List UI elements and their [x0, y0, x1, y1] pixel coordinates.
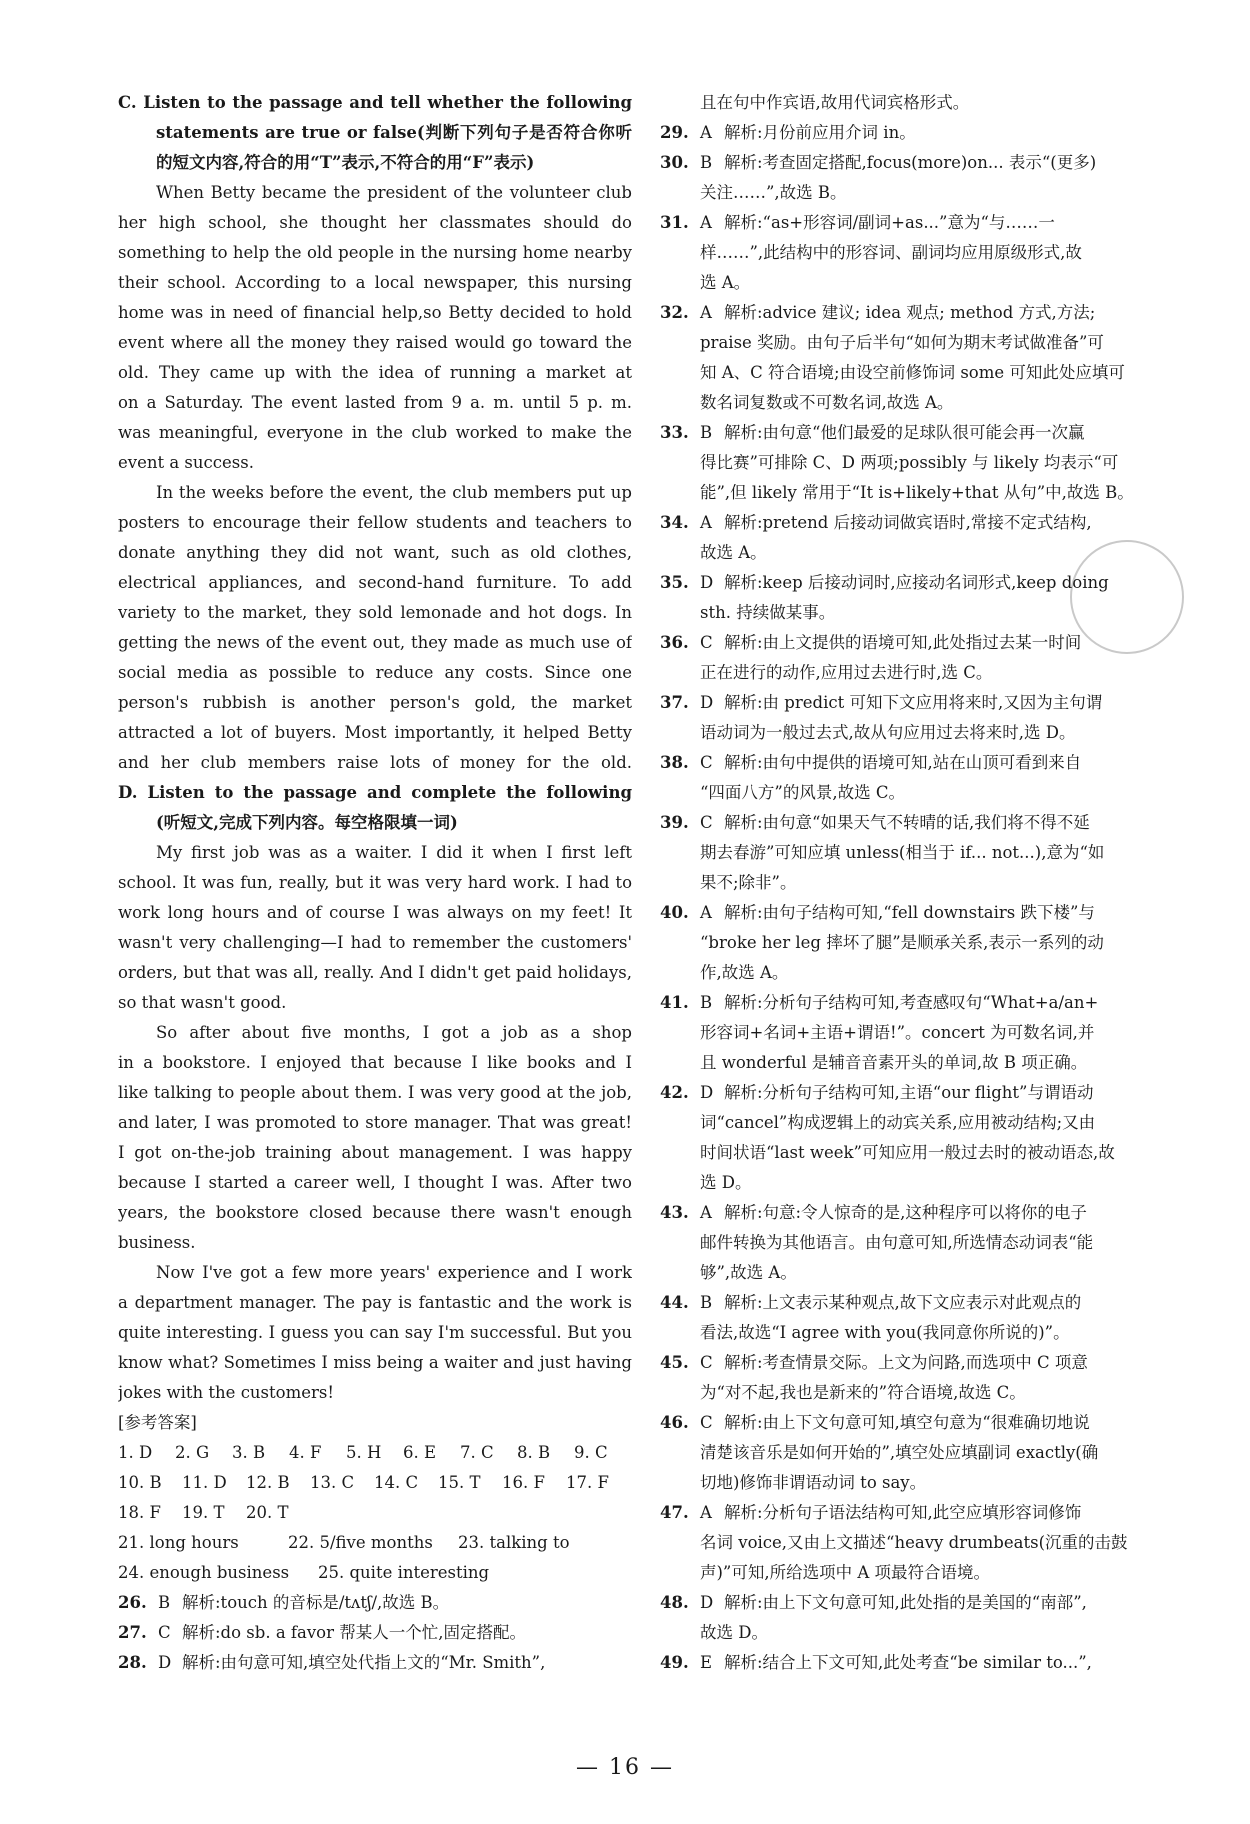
answer-key: 5. H [346, 1443, 382, 1462]
answer-letter: C [700, 1413, 713, 1432]
text-line: like talking to people about them. I was very good at the job, [118, 1083, 632, 1102]
answer-explanation [660, 1588, 1170, 1618]
text-line: quite interesting. I guess you can say I'm successful. But you [118, 1323, 632, 1342]
explanation-continued: 形容词+名词+主语+谓语!”。concert 为可数名词,并 [700, 1023, 1095, 1042]
text-line: getting the news of the event out, they made as much use of [118, 633, 632, 652]
explanation-text: 解析:结合上下文可知,此处考查“be similar to...”, [724, 1653, 1092, 1672]
explanation-continued: 果不;除非”。 [700, 873, 797, 892]
answer-explanation [660, 1408, 1170, 1438]
text-line: event a success. [118, 453, 254, 472]
text-line: so that wasn't good. [118, 993, 287, 1012]
answer-key: 8. B [517, 1443, 551, 1462]
answer-key: 12. B [246, 1473, 290, 1492]
question-number: 35. [660, 573, 689, 592]
text-line: business. [118, 1233, 196, 1252]
text-line: So after about five months, I got a job as a shop [156, 1023, 632, 1042]
question-number: 33. [660, 423, 689, 442]
answer-explanation [660, 208, 1170, 238]
text-line: Now I've got a few more years' experience and I work [156, 1263, 632, 1282]
explanation-text: 解析:由上下文句意可知,填空句意为“很难确切地说 [724, 1413, 1090, 1432]
text-line: because I started a career well, I thought I was. After two [118, 1173, 632, 1192]
text-line: and her club members raise lots of money for the old. [118, 753, 632, 772]
explanation-continued: 作,故选 A。 [700, 963, 789, 982]
explanation-text: 解析:分析句子语法结构可知,此空应填形容词修饰 [724, 1503, 1082, 1522]
answer-row [118, 1468, 632, 1498]
answer-letter: C [700, 753, 713, 772]
answer-letter: E [700, 1653, 713, 1672]
answer-row [118, 1498, 632, 1528]
explanation-continued: sth. 持续做某事。 [700, 603, 836, 622]
answer-letter: D [700, 1593, 714, 1612]
answer-key: 18. F [118, 1503, 161, 1522]
answer-key: 1. D [118, 1443, 153, 1462]
answer-key: 25. quite interesting [318, 1563, 490, 1582]
text-line: home was in need of financial help,so Betty decided to hold [118, 303, 632, 322]
explanation-text: 解析:由句中提供的语境可知,站在山顶可看到来自 [724, 753, 1082, 772]
question-number: 31. [660, 213, 689, 232]
explanation-text: 解析:考查固定搭配,focus(more)on... 表示“(更多) [724, 153, 1097, 172]
answer-letter: B [700, 993, 713, 1012]
question-number: 47. [660, 1503, 689, 1522]
explanation-continued: 邮件转换为其他语言。由句意可知,所选情态动词表“能 [700, 1233, 1094, 1252]
explanation-continued: 声)”可知,所给选项中 A 项最符合语境。 [700, 1563, 991, 1582]
text-line: something to help the old people in the nursing home nearby [118, 243, 632, 262]
answer-explanation [118, 1648, 632, 1678]
explanation-continued: praise 奖励。由句子后半句“如何为期末考试做准备”可 [700, 333, 1104, 352]
explanation-continued: 能”,但 likely 常用于“It is+likely+that 从句”中,故选 B。 [700, 483, 1134, 502]
answer-key: 19. T [182, 1503, 225, 1522]
explanation-continued: 故选 D。 [700, 1623, 768, 1642]
question-number: 26. [118, 1593, 147, 1612]
text-line: I got on-the-job training about management. I was happy [118, 1143, 632, 1162]
answer-explanation [660, 418, 1170, 448]
text-line: know what? Sometimes I miss being a waiter and just having [118, 1353, 632, 1372]
text-line: her high school, she thought her classmates should do [118, 213, 632, 232]
answer-letter: B [700, 423, 713, 442]
answer-row [118, 1528, 632, 1558]
answer-explanation [660, 898, 1170, 928]
explanation-text: 解析:由句意“他们最爱的足球队很可能会再一次赢 [724, 423, 1085, 442]
answer-explanation [660, 1498, 1170, 1528]
explanation-text: 解析:由句意可知,填空处代指上文的“Mr. Smith”, [182, 1653, 546, 1672]
answer-explanation [660, 1078, 1170, 1108]
answer-key: 22. 5/five months [288, 1533, 433, 1552]
explanation-text: 解析:考查情景交际。上文为问路,而选项中 C 项意 [724, 1353, 1088, 1372]
question-number: 42. [660, 1083, 689, 1102]
answer-letter: A [700, 1503, 712, 1522]
text-line: was meaningful, everyone in the club worked to make the [118, 423, 632, 442]
question-number: 36. [660, 633, 689, 652]
text-line: event where all the money they raised would go toward the [118, 333, 632, 352]
explanation-continued: 故选 A。 [700, 543, 767, 562]
explanation-continued: “四面八方”的风景,故选 C。 [700, 783, 905, 802]
answer-key: 13. C [310, 1473, 355, 1492]
text-line: (听短文,完成下列内容。每空格限填一词) [156, 813, 458, 832]
answer-key: 17. F [566, 1473, 609, 1492]
answer-explanation [660, 808, 1170, 838]
answer-key: 16. F [502, 1473, 545, 1492]
explanation-text: 解析:由 predict 可知下文应用将来时,又因为主句谓 [724, 693, 1103, 712]
text-line: and later, I was promoted to store manager. That was great! [118, 1113, 632, 1132]
question-number: 44. [660, 1293, 689, 1312]
text-line: years, the bookstore closed because there wasn't enough [118, 1203, 632, 1222]
explanation-continued: 数名词复数或不可数名词,故选 A。 [700, 393, 954, 412]
answer-key: 14. C [374, 1473, 419, 1492]
answer-explanation [660, 148, 1170, 178]
text-line: social media as possible to reduce any costs. Since one [118, 663, 632, 682]
explanation-continued: 为“对不起,我也是新来的”符合语境,故选 C。 [700, 1383, 1026, 1402]
explanation-continued: 语动词为一般过去式,故从句应用过去将来时,选 D。 [700, 723, 1076, 742]
text-line: My first job was as a waiter. I did it when I first left [156, 843, 632, 862]
explanation-text: 解析:do sb. a favor 帮某人一个忙,固定搭配。 [182, 1623, 526, 1642]
answer-letter: A [700, 513, 712, 532]
text-line: When Betty became the president of the volunteer club [156, 183, 632, 202]
answer-key: 3. B [232, 1443, 266, 1462]
answer-key: 24. enough business [118, 1563, 290, 1582]
answer-key: 9. C [574, 1443, 608, 1462]
right-column [660, 88, 1170, 1678]
answer-letter: A [700, 1203, 712, 1222]
text-line: in a bookstore. I enjoyed that because I like books and I [118, 1053, 632, 1072]
answer-key: 6. E [403, 1443, 437, 1462]
explanation-text: 解析:由句意“如果天气不转晴的话,我们将不得不延 [724, 813, 1090, 832]
explanation-continued: 知 A、C 符合语境;由设空前修饰词 some 可知此处应填可 [700, 363, 1125, 382]
answer-letter: A [700, 303, 712, 322]
answer-explanation [660, 1648, 1170, 1678]
answer-key: 11. D [182, 1473, 227, 1492]
answer-key: 21. long hours [118, 1533, 239, 1552]
answer-letter: B [700, 1293, 713, 1312]
text-line: wasn't very challenging—I had to remember the customers' [118, 933, 632, 952]
answer-key: 20. T [246, 1503, 289, 1522]
explanation-continued: 词“cancel”构成逻辑上的动宾关系,应用被动结构;又由 [700, 1113, 1096, 1132]
text-line: statements are true or false(判断下列句子是否符合你听 [156, 123, 632, 142]
answer-letter: D [700, 693, 714, 712]
answer-row [118, 1558, 632, 1588]
explanation-text: 解析:上文表示某种观点,故下文应表示对此观点的 [724, 1293, 1082, 1312]
explanation-continued: 期去春游”可知应填 unless(相当于 if... not...),意为“如 [700, 843, 1105, 862]
text-line: C. Listen to the passage and tell whether the following [118, 93, 632, 112]
explanation-continued: 选 A。 [700, 273, 751, 292]
explanation-text: 解析:由上文提供的语境可知,此处指过去某一时间 [724, 633, 1082, 652]
text-line: D. Listen to the passage and complete the following [118, 783, 632, 802]
question-number: 29. [660, 123, 689, 142]
answer-letter: B [700, 153, 713, 172]
answer-key: 15. T [438, 1473, 481, 1492]
answer-explanation [660, 508, 1170, 538]
question-number: 45. [660, 1353, 689, 1372]
left-column [118, 88, 632, 1678]
answer-explanation [118, 1588, 632, 1618]
answer-key: 23. talking to [458, 1533, 570, 1552]
explanation-text: 解析:由上下文句意可知,此处指的是美国的“南部”, [724, 1593, 1087, 1612]
text-line: jokes with the customers! [118, 1383, 334, 1402]
text-line: person's rubbish is another person's gold, the market [118, 693, 632, 712]
question-number: 32. [660, 303, 689, 322]
answer-letter: C [700, 813, 713, 832]
answer-letter: A [700, 903, 712, 922]
explanation-continued: 够”,故选 A。 [700, 1263, 797, 1282]
question-number: 27. [118, 1623, 147, 1642]
page-number: — 16 — [576, 1755, 674, 1780]
explanation-continued: 正在进行的动作,应用过去进行时,选 C。 [700, 663, 993, 682]
answer-key: 7. C [460, 1443, 494, 1462]
text-line: In the weeks before the event, the club members put up [156, 483, 632, 502]
text-line: orders, but that was all, really. And I didn't get paid holidays, [118, 963, 632, 982]
answer-explanation [660, 748, 1170, 778]
question-number: 39. [660, 813, 689, 832]
explanation-continued: 且 wonderful 是辅音音素开头的单词,故 B 项正确。 [700, 1053, 1088, 1072]
text-line: [参考答案] [118, 1413, 197, 1432]
explanation-text: 解析:“as+形容词/副词+as...”意为“与……一 [724, 213, 1055, 232]
explanation-continued: 清楚该音乐是如何开始的”,填空处应填副词 exactly(确 [700, 1443, 1099, 1462]
answer-letter: B [158, 1593, 171, 1612]
question-number: 46. [660, 1413, 689, 1432]
question-number: 40. [660, 903, 689, 922]
answer-explanation [118, 1618, 632, 1648]
explanation-continued: “broke her leg 摔坏了腿”是顺承关系,表示一系列的动 [700, 933, 1104, 952]
explanation-text: 解析:月份前应用介词 in。 [724, 123, 916, 142]
text-line: their school. According to a local newspaper, this nursing [118, 273, 632, 292]
text-line: old. They came up with the idea of running a market at [118, 363, 632, 382]
explanation-continued: 看法,故选“I agree with you(我同意你所说的)”。 [700, 1323, 1070, 1342]
explanation-text: 解析:分析句子结构可知,主语“our flight”与谓语动 [724, 1083, 1094, 1102]
answer-letter: D [158, 1653, 172, 1672]
question-number: 48. [660, 1593, 689, 1612]
explanation-text: 解析:分析句子结构可知,考查感叹句“What+a/an+ [724, 993, 1099, 1012]
text-line: a department manager. The pay is fantastic and the work is [118, 1293, 632, 1312]
answer-letter: D [700, 573, 714, 592]
text-line: donate anything they did not want, such as old clothes, [118, 543, 632, 562]
text-line: attracted a lot of buyers. Most importantly, it helped Betty [118, 723, 632, 742]
question-number: 41. [660, 993, 689, 1012]
text-line: on a Saturday. The event lasted from 9 a. m. until 5 p. m. [118, 393, 632, 412]
answer-letter: C [700, 633, 713, 652]
text-line: variety to the market, they sold lemonade and hot dogs. In [118, 603, 632, 622]
answer-letter: C [158, 1623, 171, 1642]
answer-explanation [660, 988, 1170, 1018]
text-line: school. It was fun, really, but it was very hard work. I had to [118, 873, 632, 892]
explanation-continued: 时间状语“last week”可知应用一般过去时的被动语态,故 [700, 1143, 1115, 1162]
question-number: 28. [118, 1653, 147, 1672]
answer-explanation [660, 1198, 1170, 1228]
explanation-continued: 得比赛”可排除 C、D 两项;possibly 与 likely 均表示“可 [700, 453, 1119, 472]
answer-key: 4. F [289, 1443, 322, 1462]
explanation-continued: 样……”,此结构中的形容词、副词均应用原级形式,故 [700, 243, 1082, 262]
text-line: work long hours and of course I was always on my feet! It [118, 903, 632, 922]
explanation-continued: 关注……”,故选 B。 [700, 183, 847, 202]
answer-key: 10. B [118, 1473, 162, 1492]
explanation-text: 解析:句意:令人惊奇的是,这种程序可以将你的电子 [724, 1203, 1087, 1222]
question-number: 49. [660, 1653, 689, 1672]
explanation-text: 解析:touch 的音标是/tʌtʃ/,故选 B。 [182, 1593, 450, 1612]
question-number: 34. [660, 513, 689, 532]
question-number: 38. [660, 753, 689, 772]
explanation-text: 解析:由句子结构可知,“fell downstairs 跌下楼”与 [724, 903, 1095, 922]
answer-explanation [660, 298, 1170, 328]
answer-letter: A [700, 213, 712, 232]
watermark-stamp [1070, 540, 1184, 654]
answer-explanation [660, 688, 1170, 718]
answer-explanation [660, 1348, 1170, 1378]
explanation-continued: 切地)修饰非谓语动词 to say。 [700, 1473, 927, 1492]
explanation-continued: 选 D。 [700, 1173, 752, 1192]
explanation-text: 解析:advice 建议; idea 观点; method 方式,方法; [724, 303, 1096, 322]
answer-key: 2. G [175, 1443, 210, 1462]
question-number: 43. [660, 1203, 689, 1222]
answer-row [118, 1438, 632, 1468]
answer-letter: A [700, 123, 712, 142]
question-number: 30. [660, 153, 689, 172]
explanation-text: 解析:pretend 后接动词做宾语时,常接不定式结构, [724, 513, 1092, 532]
text-line: 的短文内容,符合的用“T”表示,不符合的用“F”表示) [156, 153, 535, 172]
explanation-continued: 且在句中作宾语,故用代词宾格形式。 [700, 93, 970, 112]
question-number: 37. [660, 693, 689, 712]
explanation-continued: 名词 voice,又由上文描述“heavy drumbeats(沉重的击鼓 [700, 1533, 1128, 1552]
explanation-text: 解析:keep 后接动词时,应接动名词形式,keep doing [724, 573, 1109, 592]
answer-explanation [660, 118, 1170, 148]
answer-letter: D [700, 1083, 714, 1102]
answer-letter: C [700, 1353, 713, 1372]
answer-explanation [660, 1288, 1170, 1318]
text-line: posters to encourage their fellow students and teachers to [118, 513, 632, 532]
text-line: electrical appliances, and second-hand furniture. To add [118, 573, 632, 592]
